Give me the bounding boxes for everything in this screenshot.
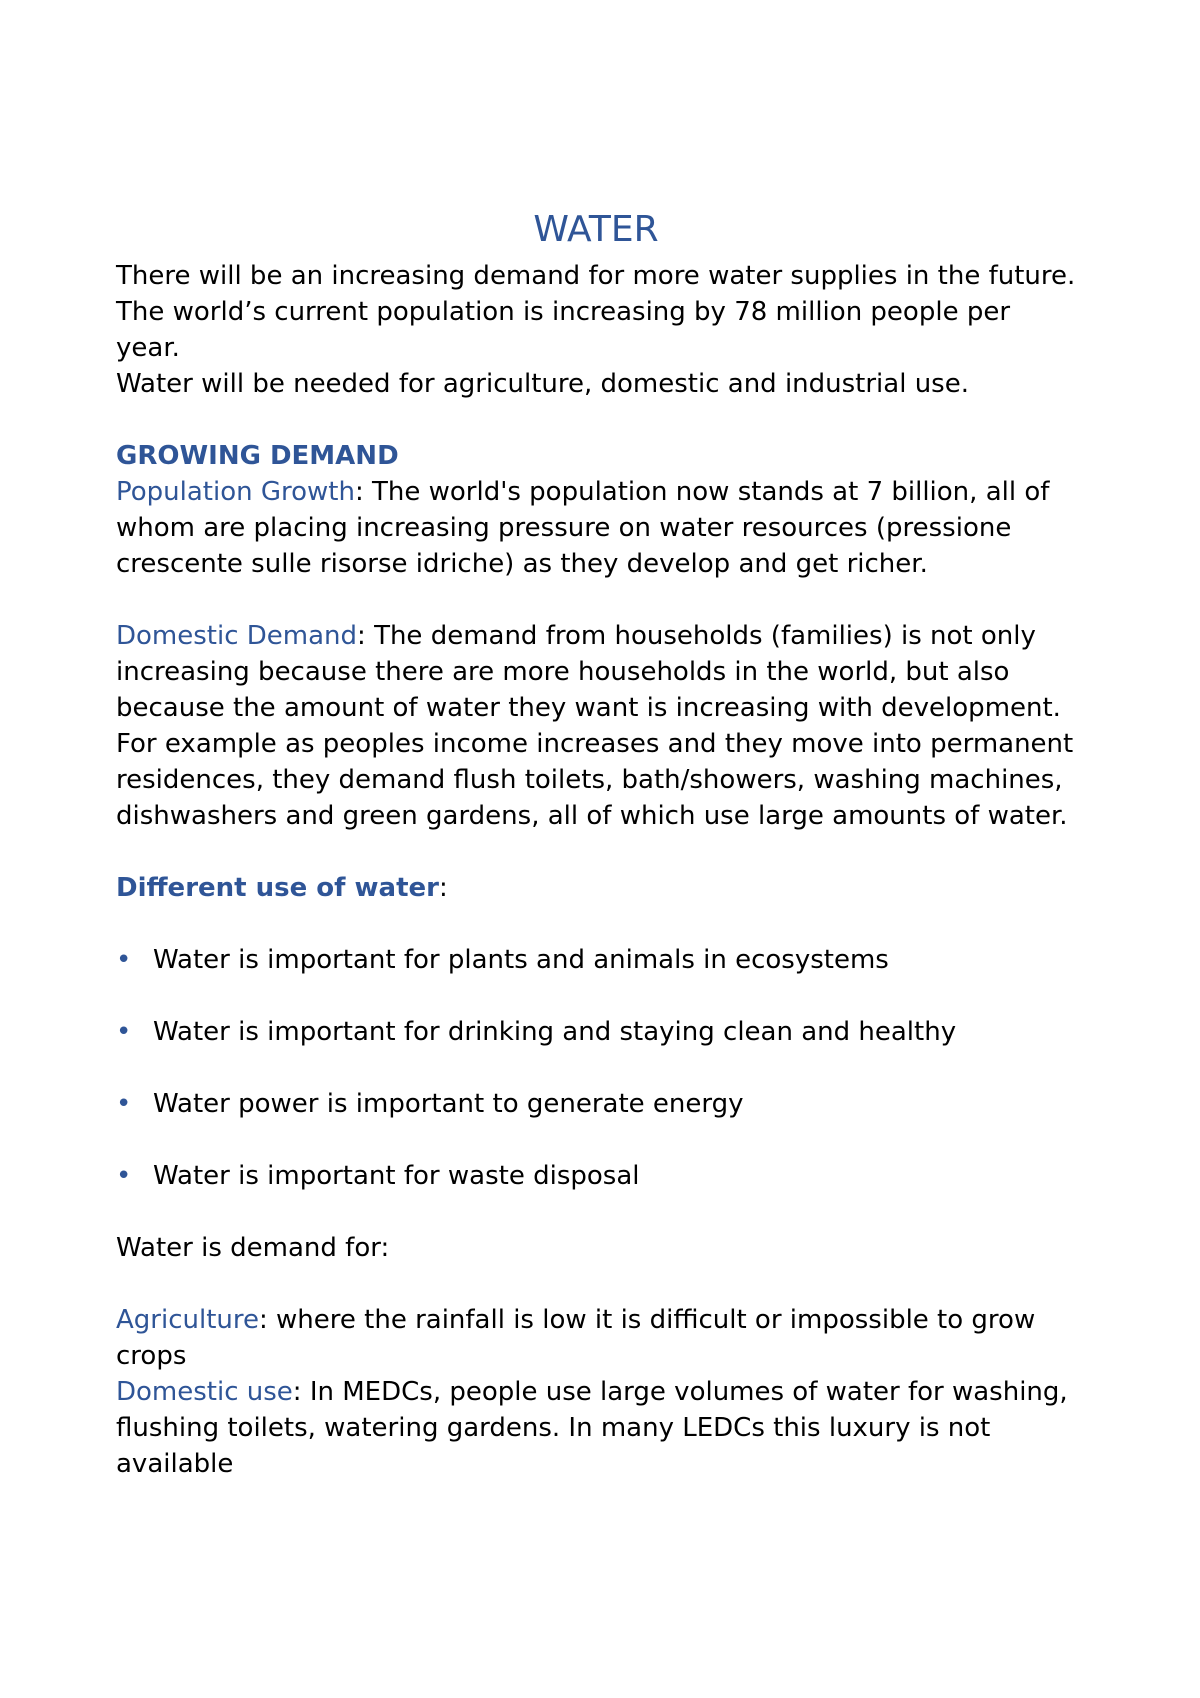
document-page — [116, 206, 1076, 1482]
list-item — [116, 942, 1076, 978]
list-item — [116, 1086, 1076, 1122]
domestic-use-paragraph — [116, 1374, 1076, 1482]
demand-for-intro: Water is demand for: — [116, 1233, 390, 1263]
domestic-use-text: : In MEDCs, people use large volumes of water for washing, flushing toilets, watering gardens. In many LEDCs this luxury is not available — [116, 1377, 1068, 1479]
page-title: WATER — [533, 209, 659, 250]
spacer — [116, 582, 1076, 618]
spacer — [116, 402, 1076, 438]
bullet-icon: • — [116, 1161, 132, 1191]
list-item-text: Water is important for waste disposal — [153, 1161, 640, 1191]
list-item-text: Water power is important to generate energy — [153, 1089, 744, 1119]
bullet-icon: • — [116, 945, 132, 975]
population-growth-paragraph — [116, 474, 1076, 582]
agriculture-label: Agriculture — [116, 1305, 259, 1335]
domestic-demand-text: : The demand from households (families) is not only increasing because there are more households in the world, but also because the amount of water they want is increasing with development. For example as peoples income increases and they move into permanent residences, they demand flush toilets, bath/showers, washing machines, dishwashers and green gardens, all of which use large amounts of water. — [116, 621, 1074, 831]
domestic-demand-label: Domestic Demand — [116, 621, 358, 651]
list-item-text: Water is important for drinking and staying clean and healthy — [153, 1017, 957, 1047]
list-item — [116, 1158, 1076, 1194]
growing-demand-heading: GROWING DEMAND — [116, 441, 399, 471]
list-item — [116, 1014, 1076, 1050]
spacer — [116, 1266, 1076, 1302]
domestic-use-label: Domestic use — [116, 1377, 293, 1407]
spacer — [116, 834, 1076, 870]
different-use-heading: Different use of water — [116, 873, 439, 903]
water-uses-list — [116, 942, 1076, 1194]
spacer — [116, 906, 1076, 942]
agriculture-text: : where the rainfall is low it is difficult or impossible to grow crops — [116, 1305, 1036, 1371]
bullet-icon: • — [116, 1089, 132, 1119]
different-use-heading-line — [116, 870, 1076, 906]
agriculture-paragraph — [116, 1302, 1076, 1374]
intro-paragraph-2: Water will be needed for agriculture, domestic and industrial use. — [116, 369, 969, 399]
different-use-heading-suffix: : — [438, 873, 448, 903]
bullet-icon: • — [116, 1017, 132, 1047]
population-growth-text: : The world's population now stands at 7 billion, all of whom are placing increasing pressure on water resources (pressione crescente sulle risorse idriche) as they develop and get richer. — [116, 477, 1050, 579]
domestic-demand-paragraph — [116, 618, 1076, 834]
population-growth-label: Population Growth — [116, 477, 355, 507]
intro-paragraph: There will be an increasing demand for more water supplies in the future. The world’s current population is increasing by 78 million people per year. — [116, 261, 1076, 363]
list-item-text: Water is important for plants and animals in ecosystems — [153, 945, 889, 975]
